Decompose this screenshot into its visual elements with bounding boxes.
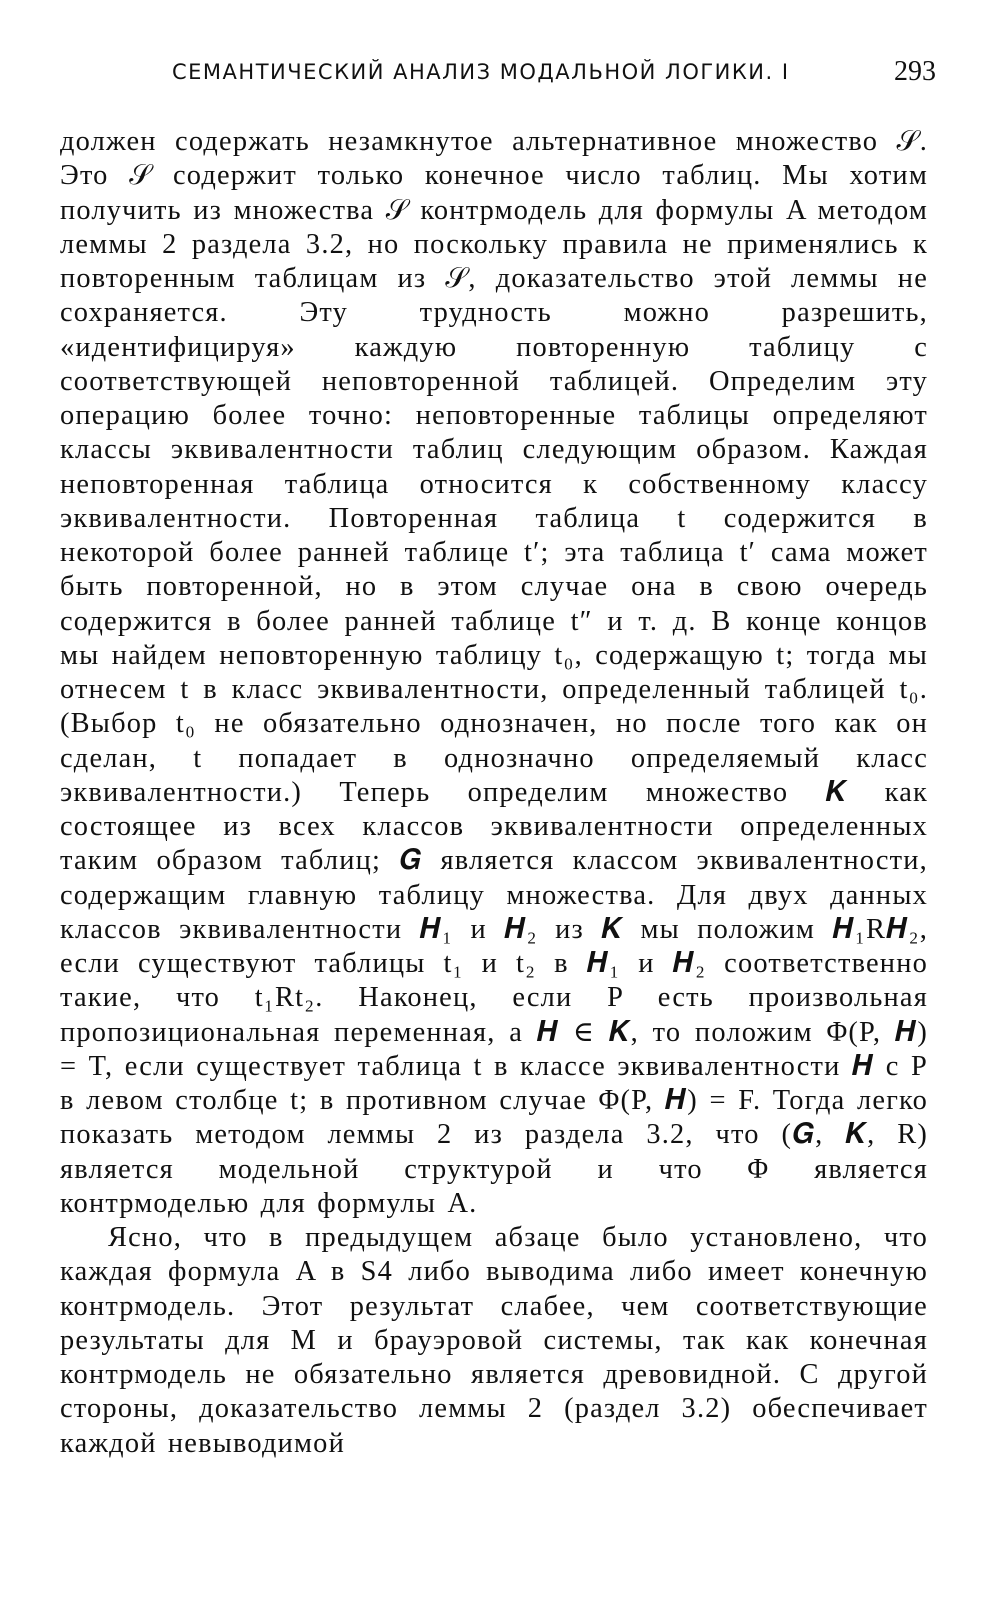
running-header <box>60 56 936 96</box>
body-text <box>60 125 928 1461</box>
paragraph-1: должен содержать незамкнутое альтернативное множество 𝒮. Это 𝒮 содержит только конечное число таблиц. Мы хотим получить из множества 𝒮 контрмодель для формулы A методом леммы 2 раздела 3.2, но поскольку правила не применялись к повторенным таблицам из 𝒮, доказательство этой леммы не сохраняется. Эту трудность можно разрешить, «идентифицируя» каждую повторенную таблицу с соответствующей неповторенной таблицей. Определим эту операцию более точно: неповторенные таблицы определяют классы эквивалентности таблиц следующим образом. Каждая неповторенная таблица относится к собственному классу эквивалентности. Повторенная таблица t содержится в некоторой более ранней таблице t′; эта таблица t′ сама может быть повторенной, но в этом случае она в свою очередь содержится в более ранней таблице t″ и т. д. В конце концов мы найдем неповторенную таблицу t₀, содержащую t; тогда мы отнесем t в класс эквивалентности, определенный таблицей t₀. (Выбор t₀ не обязательно однозначен, но после того как он сделан, t попадает в однозначно определяемый класс эквивалентности.) Теперь определим множество 𝑲 как состоящее из всех классов эквивалентности определенных таким образом таблиц; 𝑮 является классом эквивалентности, содержащим главную таблицу множества. Для двух данных классов эквивалентности 𝑯₁ и 𝑯₂ из 𝑲 мы положим 𝑯₁R𝑯₂, если существуют таблицы t₁ и t₂ в 𝑯₁ и 𝑯₂ соответственно такие, что t₁Rt₂. Наконец, если P есть произвольная пропозициональная переменная, а 𝑯 ∈ 𝑲, то положим Φ(P, 𝑯) = T, если существует таблица t в классе эквивалентности 𝑯 с P в левом столбце t; в противном случае Φ(P, 𝑯) = F. Тогда легко показать методом леммы 2 из раздела 3.2, что (𝑮, 𝑲, R) является модельной структурой и что Φ является контрмоделью для формулы A. <box>60 126 928 1219</box>
page-number: 293 <box>894 56 936 87</box>
paragraph-2: Ясно, что в предыдущем абзаце было установлено, что каждая формула A в S4 либо выводима либо имеет конечную контрмодель. Этот результат слабее, чем соответствующие результаты для M и брауэровой системы, так как конечная контрмодель не обязательно является древовидной. С другой стороны, доказательство леммы 2 (раздел 3.2) обеспечивает каждой невыводимой <box>60 1222 928 1459</box>
running-title: СЕМАНТИЧЕСКИЙ АНАЛИЗ МОДАЛЬНОЙ ЛОГИКИ. I <box>172 60 790 84</box>
